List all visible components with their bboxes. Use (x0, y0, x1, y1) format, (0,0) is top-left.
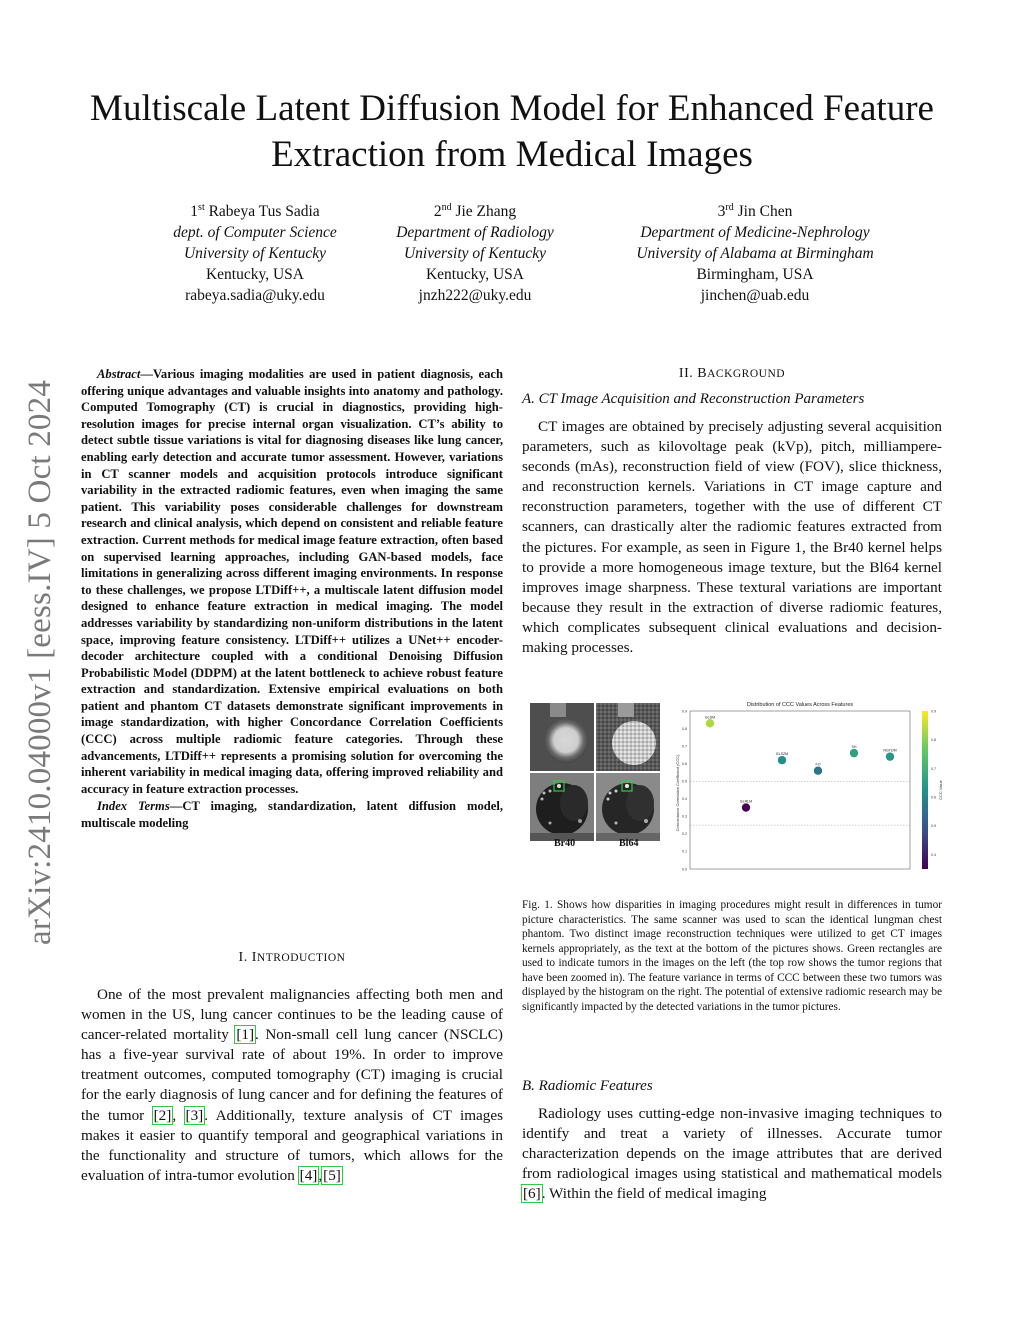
chart-y-tick-label: 0.6 (682, 761, 687, 766)
abstract-text: —Various imaging modalities are used in patient diagnosis, each offering unique advantages and valuable insights into anatomy and pathology. Computed Tomography (CT) is crucial in diagnostics, providing high-resolution images for precise internal organ visualization. CT’s ability to detect subtle tissue variations is vital for diagnosing diseases like lung cancer, enabling early detection and accurate tumor assessment. However, variations in CT scanner models and acquisition protocols introduce significant variability in the extracted radiomic features, even when imaging the same patient. This variability poses considerable challenges for downstream research and clinical analysis, which depend on consistent and reliable feature extraction. Current methods for medical image feature extraction, often based on supervised learning approaches, including GAN-based models, face limitations in generalizing across different imaging environments. In response to these challenges, we propose LTDiff++, a multiscale latent diffusion model designed to enhance feature extraction in medical imaging. The model addresses variability by standardizing non-uniform distributions in the latent space, improving feature consistency. LTDiff++ utilizes a UNet++ encoder-decoder architecture coupled with a conditional Denoising Diffusion Probabilistic Model (DDPM) at the latent bottleneck to achieve robust feature extraction and standardization. Extensive empirical evaluations on both patient and phantom CT datasets demonstrate significant improvements in image standardization, with higher Concordance Correlation Coefficients (CCC) across multiple radiomic feature categories. Through these advancements, LTDiff++ represents a promising solution for overcoming the inherent variability in medical imaging data, offering improved reliability and accuracy in feature extraction processes. (81, 367, 503, 796)
ct-image-bl64-zoomed (596, 703, 660, 771)
section-heading-introduction: I. INTRODUCTION (238, 950, 346, 965)
figure-1-caption: Fig. 1. Shows how disparities in imaging procedures might result in differences in tumor picture characteristics. The same scanner was used to scan the identical lungman chest phantom. Two distinct image reconstruction techniques were utilized to get CT images kernels appropriately, as the text at the bottom of the pictures shows. Green rectangles are used to indicate tumors in the images on the left (the top row shows the tumor regions that have been zoomed in). The feature variance in terms of CCC between these two tumors was displayed by the histogram on the right. The potential of extensive radiomic research may be significantly impacted by the detected variations in the tumor pictures. (522, 899, 942, 1013)
chart-y-tick-label: 0.4 (682, 797, 687, 802)
chart-point-label: SH (851, 745, 857, 750)
arxiv-identifier: arXiv:2410.04000v1 [eess.IV] 5 Oct 2024 (22, 379, 58, 945)
author-name: 3rd Jin Chen (717, 201, 793, 220)
citation-link[interactable]: [3] (185, 1106, 204, 1124)
chart-colorbar-tick-label: 0.6 (931, 795, 936, 800)
ct-image-br40-slice (530, 773, 594, 841)
chart-colorbar-tick-label: 0.7 (931, 766, 936, 771)
ct-image-br40-zoomed (530, 703, 594, 771)
chart-colorbar-tick-label: 0.4 (931, 852, 936, 857)
ct-image-bl64-slice (596, 773, 660, 841)
chart-y-axis-label: Concordance Correlation Coefficient (CCC) (675, 754, 680, 832)
introduction-text: One of the most prevalent malignancies affecting both men and women in the US, lung cancer continues to be the leading cause of cancer-related mortality [1]. Non-small cell lung cancer (NSCLC) has a five-year survival rate of about 19%. In order to improve treatment outcomes, computed tomography (CT) imaging is crucial for the early diagnosis of lung cancer and for defining the features of the tumor [2], [3]. Additionally, texture analysis of CT images makes it easier to quantify temporal and geographical variations in the functionality and structure of tumors, which allows for the evaluation of intra-tumor evolution [4],[5] (81, 986, 503, 1184)
author-org: University of Kentucky (183, 245, 327, 262)
paper-title: Multiscale Latent Diffusion Model for Enhanced Feature Extraction from Medical Images (90, 88, 934, 175)
chart-colorbar-label: CCC Value (938, 780, 943, 800)
author-name: 2nd Jie Zhang (433, 201, 517, 220)
citation-link[interactable]: [2] (153, 1106, 172, 1124)
ct-label-bl64: Bl64 (619, 838, 639, 849)
citation-link[interactable]: [5] (323, 1166, 341, 1184)
author-email[interactable]: rabeya.sadia@uky.edu (185, 287, 325, 304)
chart-y-tick-label: 0.0 (682, 867, 687, 872)
subsection-heading-radiomic-features: B. Radiomic Features (522, 1078, 653, 1094)
author-org: University of Kentucky (403, 245, 547, 262)
chart-point-glszm (778, 756, 786, 764)
subsection-heading-ct-acquisition: A. CT Image Acquisition and Reconstruction Parameters (522, 391, 865, 407)
chart-y-tick-label: 0.3 (682, 814, 687, 819)
chart-point-label: GLSZM (775, 752, 789, 757)
author-location: Kentucky, USA (205, 266, 304, 283)
chart-point-glrlm (742, 803, 750, 811)
author-email[interactable]: jnzh222@uky.edu (418, 287, 532, 304)
chart-y-tick-label: 0.8 (682, 726, 687, 731)
chart-colorbar-tick-label: 0.5 (931, 824, 936, 829)
author-location: Kentucky, USA (425, 266, 524, 283)
author-block-3 (600, 201, 910, 306)
abstract (81, 366, 503, 832)
background-text: CT images are obtained by precisely adjusting several acquisition parameters, such as kilovoltage peak (kVp), pitch, milliampere-seconds (mAs), reconstruction field of view (FOV), slice thickness, and reconstruction kernels. Variations in CT image capture and reconstruction parameters, together with the use of different CT scanners, can drastically alter the radiomic features extracted from the pictures. For example, as seen in Figure 1, the Br40 kernel helps to provide a more homogeneous image texture, but the Bl64 kernel improves image sharpness. These textural variations are important because they result in the extraction of diverse radiomic features, which complicates subsequent clinical evaluations and decision-making processes. (522, 418, 942, 657)
chart-y-tick-label: 0.5 (682, 779, 687, 784)
chart-point-label: GLDM (704, 715, 716, 720)
chart-point-fo (814, 766, 822, 774)
chart-colorbar-tick-label: 0.8 (931, 738, 936, 743)
figure-1 (522, 693, 944, 893)
chart-point-gldm (706, 719, 714, 727)
chart-point-ngtdm (886, 752, 894, 760)
author-dept: dept. of Computer Science (173, 224, 337, 241)
author-org: University of Alabama at Birmingham (636, 245, 874, 262)
chart-colorbar (922, 711, 928, 869)
chart-plot-area (690, 711, 910, 869)
author-dept: Department of Medicine-Nephrology (640, 224, 870, 241)
abstract-lead: Abstract (97, 367, 141, 381)
radiomic-features-text: Radiology uses cutting-edge non-invasive imaging techniques to identify and treat a variety of illnesses. Accurate tumor characterization depends on the image attributes that are derived from radiological images using statistical and mathematical models [6]. Within the field of medical imaging (522, 1105, 942, 1203)
index-terms-lead: Index Terms (97, 799, 170, 814)
ccc-scatter-chart (668, 697, 944, 875)
author-email[interactable]: jinchen@uab.edu (700, 287, 810, 304)
author-block-2 (330, 201, 620, 306)
section-heading-background: II. BACKGROUND (678, 366, 786, 381)
chart-y-tick-label: 0.7 (682, 744, 687, 749)
chart-point-label: GLRLM (739, 799, 753, 804)
author-location: Birmingham, USA (696, 266, 814, 283)
chart-point-label: FO (815, 762, 821, 767)
chart-colorbar-tick-label: 0.9 (931, 709, 936, 714)
citation-link[interactable]: [6] (523, 1185, 541, 1203)
chart-point-sh (850, 749, 858, 757)
chart-y-tick-label: 0.2 (682, 832, 687, 837)
index-terms-text: —CT imaging, standardization, latent diffusion model, multiscale modeling (81, 799, 503, 831)
author-name: 1st Rabeya Tus Sadia (190, 201, 320, 220)
ct-label-br40: Br40 (554, 838, 576, 849)
chart-title: Distribution of CCC Values Across Features (746, 702, 854, 708)
author-dept: Department of Radiology (396, 224, 554, 241)
citation-link[interactable]: [1] (236, 1026, 255, 1044)
chart-y-tick-label: 0.1 (682, 849, 687, 854)
chart-y-tick-label: 0.9 (682, 709, 687, 714)
chart-point-label: NGTDM (883, 748, 897, 753)
citation-link[interactable]: [4] (299, 1166, 318, 1184)
